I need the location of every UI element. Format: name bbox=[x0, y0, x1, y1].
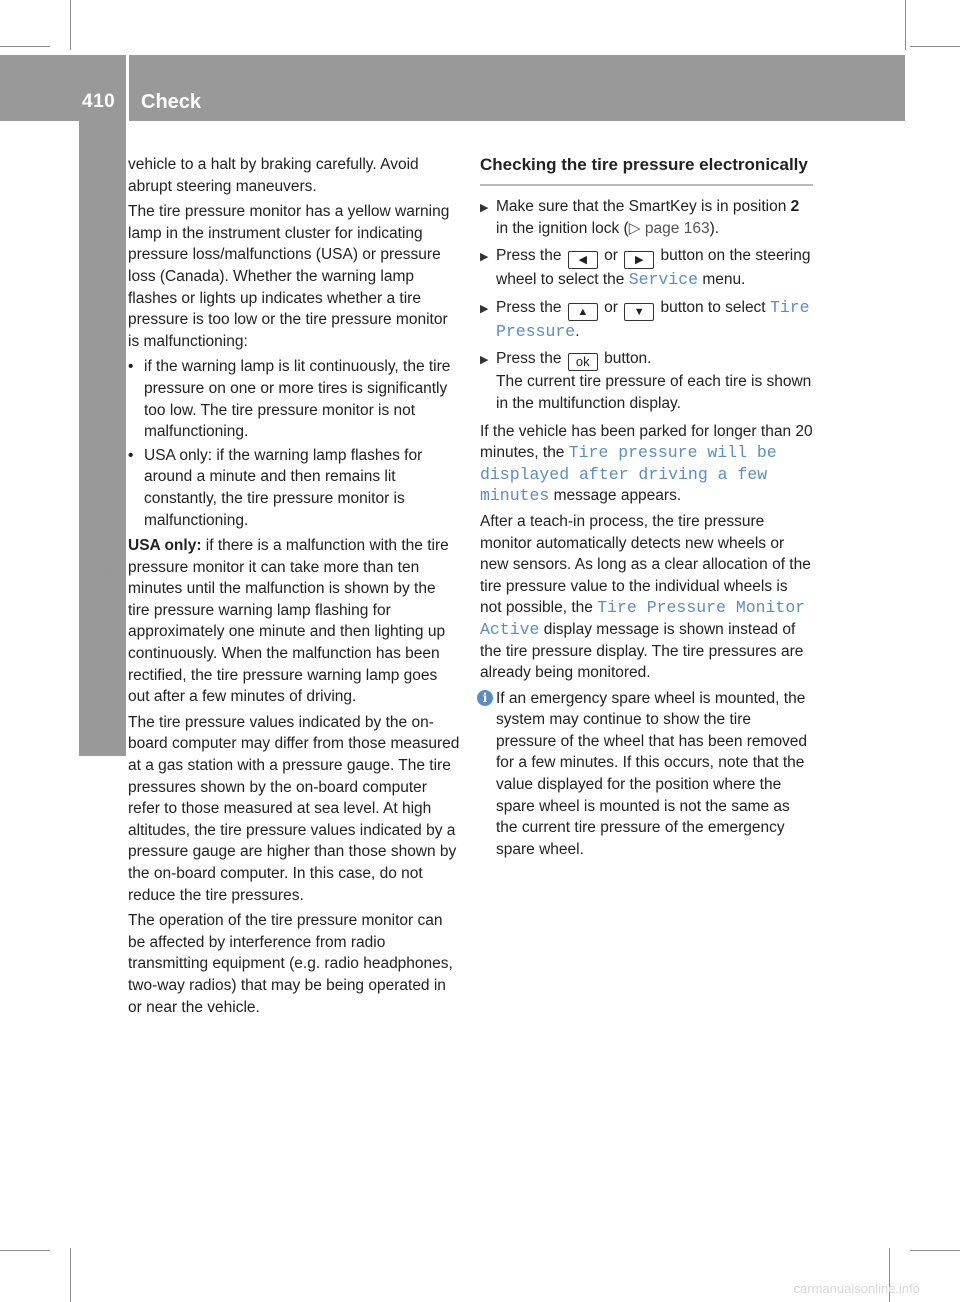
instruction-step bbox=[480, 245, 813, 291]
instruction-step bbox=[480, 297, 813, 343]
step-text: button to select bbox=[656, 298, 770, 316]
step-text: . bbox=[575, 322, 580, 340]
list-item bbox=[128, 356, 460, 442]
step-text: Press the bbox=[496, 247, 566, 265]
list-item bbox=[128, 445, 460, 531]
bullet-icon: • bbox=[128, 358, 134, 376]
step-arrow-icon: ▶ bbox=[480, 302, 489, 315]
step-text: Make sure that the SmartKey is in position bbox=[496, 198, 791, 215]
info-icon: i bbox=[477, 690, 493, 706]
info-note bbox=[480, 688, 813, 861]
section-title: Check bbox=[141, 91, 202, 113]
paragraph-text: If the vehicle has been parked for longer than 20 minutes, the bbox=[480, 422, 813, 462]
crop-mark bbox=[0, 1250, 50, 1251]
left-arrow-key-icon: ◀ bbox=[568, 251, 598, 269]
paragraph-text: After a teach-in process, the tire pressure monitor automatically detects new wheels or new sensors. As long as a clear allocation of the tire pressure value to the individual wheels is not possible, the bbox=[480, 512, 811, 617]
up-arrow-key-icon: ▲ bbox=[568, 303, 598, 321]
crop-mark bbox=[910, 46, 960, 47]
right-column bbox=[480, 154, 813, 860]
paragraph-text: message appears. bbox=[549, 487, 682, 505]
step-text: Press the bbox=[496, 298, 566, 316]
paragraph: The tire pressure values indicated by the on-board computer may differ from those measured at a gas station with a pressure gauge. The tire pressures shown by the on-board computer refer to those measured at sea level. At high altitudes, the tire pressure values indicated by a pressure gauge are higher than those shown by the on-board computer. In this case, do not reduce the tire pressures. bbox=[128, 713, 460, 904]
paragraph bbox=[480, 421, 813, 507]
ignition-position: 2 bbox=[790, 198, 800, 215]
down-arrow-key-icon: ▼ bbox=[624, 303, 654, 321]
left-column bbox=[128, 154, 460, 1022]
paragraph bbox=[128, 535, 460, 708]
step-arrow-icon: ▶ bbox=[480, 354, 489, 367]
paragraph: vehicle to a halt by braking carefully. Avoid abrupt steering maneuvers. bbox=[128, 156, 419, 195]
page-number: 410 bbox=[82, 91, 116, 112]
list-item-text: USA only: if the warning lamp flashes for around a minute and then remains lit constantly, the tire pressure monitor is malfunctioning. bbox=[144, 446, 423, 529]
step-text: button on the steering wheel to select the bbox=[496, 247, 811, 289]
header-bar bbox=[0, 55, 905, 121]
header-separator bbox=[126, 55, 129, 121]
step-text: ). bbox=[709, 219, 720, 237]
instruction-step bbox=[480, 196, 813, 239]
page-reference: ▷ page 163 bbox=[628, 219, 710, 237]
crop-mark bbox=[70, 0, 71, 50]
step-text: menu. bbox=[698, 271, 746, 289]
step-result-text: The current tire pressure of each tire is shown in the multifunction display. bbox=[496, 373, 812, 412]
usa-only-label: USA only: bbox=[128, 537, 202, 555]
paragraph-text: display message is shown instead of the tire pressure display. The tire pressures are already being monitored. bbox=[480, 620, 804, 682]
crop-mark bbox=[905, 0, 906, 50]
tire-pressure-menu-item: Tire Pressure bbox=[496, 297, 810, 341]
display-message: Tire Pressure Monitor Active bbox=[480, 598, 806, 639]
section-heading: Checking the tire pressure electronically bbox=[480, 154, 813, 186]
paragraph-text: if there is a malfunction with the tire pressure monitor it can take more than ten minutes until the malfunction is shown by the tire pressure warning lamp flashing for approximately one minute and then lighting up continuously. When the malfunction has been rectified, the tire pressure warning lamp goes out after a few minutes of driving. bbox=[128, 537, 449, 706]
paragraph bbox=[480, 511, 813, 684]
step-text: in the ignition lock ( bbox=[496, 219, 629, 237]
bullet-icon: • bbox=[128, 446, 134, 464]
display-message: Tire pressure will be displayed after driving a few minutes bbox=[480, 443, 777, 506]
info-note-text: If an emergency spare wheel is mounted, the system may continue to show the tire pressure of the wheel that has been removed for a few minutes. If this occurs, note that the value displayed for the position where the spare wheel is mounted is not the same as the current tire pressure of the emergency spare wheel. bbox=[496, 689, 808, 858]
service-menu-label: Service bbox=[628, 270, 699, 290]
step-arrow-icon: ▶ bbox=[480, 202, 489, 214]
watermark: carmanualsonline.info bbox=[793, 1281, 920, 1296]
step-text: or bbox=[599, 247, 623, 265]
paragraph: The tire pressure monitor has a yellow warning lamp in the instrument cluster for indicating pressure loss/malfunctions (USA) or pressure loss (Canada). Whether the warning lamp flashes or lights up indicates whether a tire pressure is too low or the tire pressure monitor is malfunctioning: bbox=[128, 203, 450, 350]
crop-mark bbox=[70, 1248, 71, 1302]
crop-mark bbox=[0, 46, 50, 47]
paragraph: The operation of the tire pressure monitor can be affected by interference from radio transmitting equipment (e.g. radio headphones, two-way radios) that may be being operated in or near the vehicle. bbox=[128, 912, 453, 1016]
step-arrow-icon: ▶ bbox=[480, 251, 489, 264]
right-arrow-key-icon: ▶ bbox=[624, 251, 654, 269]
step-text: or bbox=[599, 298, 623, 316]
instruction-step bbox=[480, 348, 813, 414]
ok-key-icon: ok bbox=[568, 353, 598, 371]
crop-mark bbox=[910, 1250, 960, 1251]
chapter-label: Wheels and tires bbox=[92, 541, 117, 716]
step-text: button. bbox=[599, 350, 652, 368]
list-item-text: if the warning lamp is lit continuously, the tire pressure on one or more tires is significantly too low. The tire pressure monitor is not malfunctioning. bbox=[144, 358, 451, 441]
step-text: Press the bbox=[496, 350, 566, 368]
